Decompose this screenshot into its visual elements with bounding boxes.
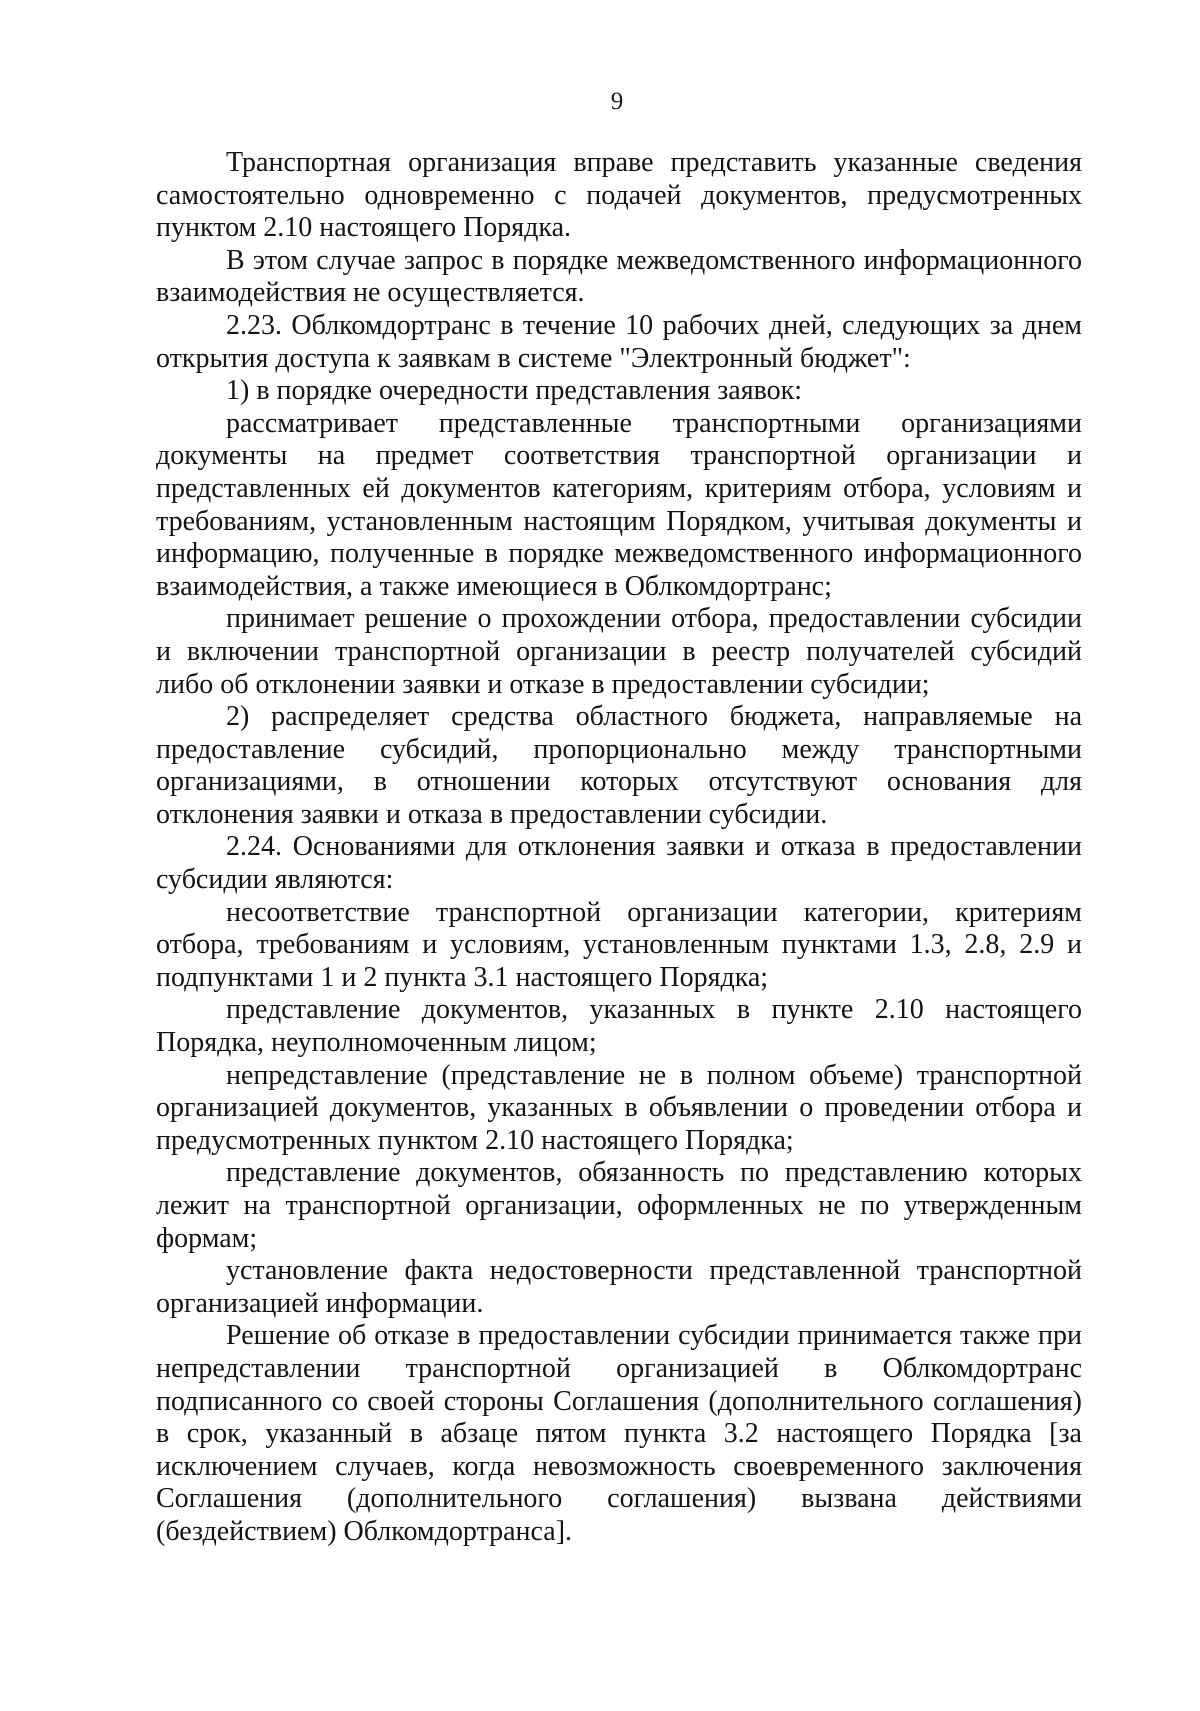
paragraph-refusal-decision: Решение об отказе в предоставлении субсидии принимается также при непредставлении транспортной организацией в Облкомдортранс подписанного со своей стороны Соглашения (дополнительного соглашения) в срок, указанный в абзаце пятом пункта 3.2 настоящего Порядка [за исключением случаев, когда невозможность своевременного заключения Соглашения (дополнительного соглашения) вызвана действиями (бездействием) Облкомдортранса]. xyxy=(156,1320,1082,1547)
paragraph-2-24: 2.24. Основаниями для отклонения заявки и отказа в предоставлении субсидии являются: xyxy=(156,831,1082,896)
paragraph-2-23-item-2: 2) распределяет средства областного бюджета, направляемые на предоставление субсидий, пропорционально между транспортными организациями, в отношении которых отсутствуют основания для отклонения заявки и отказа в предоставлении субсидии. xyxy=(156,701,1082,830)
paragraph-reviews-documents: рассматривает представленные транспортными организациями документы на предмет соответствия транспортной организации и представленных ей документов категориям, критериям отбора, условиям и требованиям, установленным настоящим Порядком, учитывая документы и информацию, полученные в порядке межведомственного информационного взаимодействия, а также имеющиеся в Облкомдортранс; xyxy=(156,407,1082,602)
paragraph-ground-wrong-forms: представление документов, обязанность по представлению которых лежит на транспортной организации, оформленных не по утвержденным формам; xyxy=(156,1157,1082,1254)
paragraph-2-23: 2.23. Облкомдортранс в течение 10 рабочих дней, следующих за днем открытия доступа к заявкам в системе "Электронный бюджет": xyxy=(156,309,1082,374)
paragraph-info-submission: Транспортная организация вправе представить указанные сведения самостоятельно одновременно с подачей документов, предусмотренных пунктом 2.10 настоящего Порядка. xyxy=(156,147,1082,244)
paragraph-no-request: В этом случае запрос в порядке межведомственного информационного взаимодействия не осуществляется. xyxy=(156,244,1082,309)
paragraph-ground-incomplete: непредставление (представление не в полном объеме) транспортной организацией документов, указанных в объявлении о проведении отбора и предусмотренных пунктом 2.10 настоящего Порядка; xyxy=(156,1059,1082,1156)
paragraph-2-23-item-1: 1) в порядке очередности представления заявок: xyxy=(226,375,803,407)
paragraph-ground-nonconformity: несоответствие транспортной организации категории, критериям отбора, требованиям и условиям, установленным пунктами 1.3, 2.8, 2.9 и подпунктами 1 и 2 пункта 3.1 настоящего Порядка; xyxy=(156,896,1082,993)
paragraph-ground-false-info: установление факта недостоверности представленной транспортной организацией информации. xyxy=(156,1255,1082,1319)
paragraph-makes-decision: принимает решение о прохождении отбора, предоставлении субсидии и включении транспортной организации в реестр получателей субсидий либо об отклонении заявки и отказе в предоставлении субсидии; xyxy=(156,603,1082,700)
document-body xyxy=(156,147,1082,1549)
page-number: 9 xyxy=(610,88,624,115)
paragraph-ground-unauthorized: представление документов, указанных в пункте 2.10 настоящего Порядка, неуполномоченным лицом; xyxy=(156,994,1082,1059)
